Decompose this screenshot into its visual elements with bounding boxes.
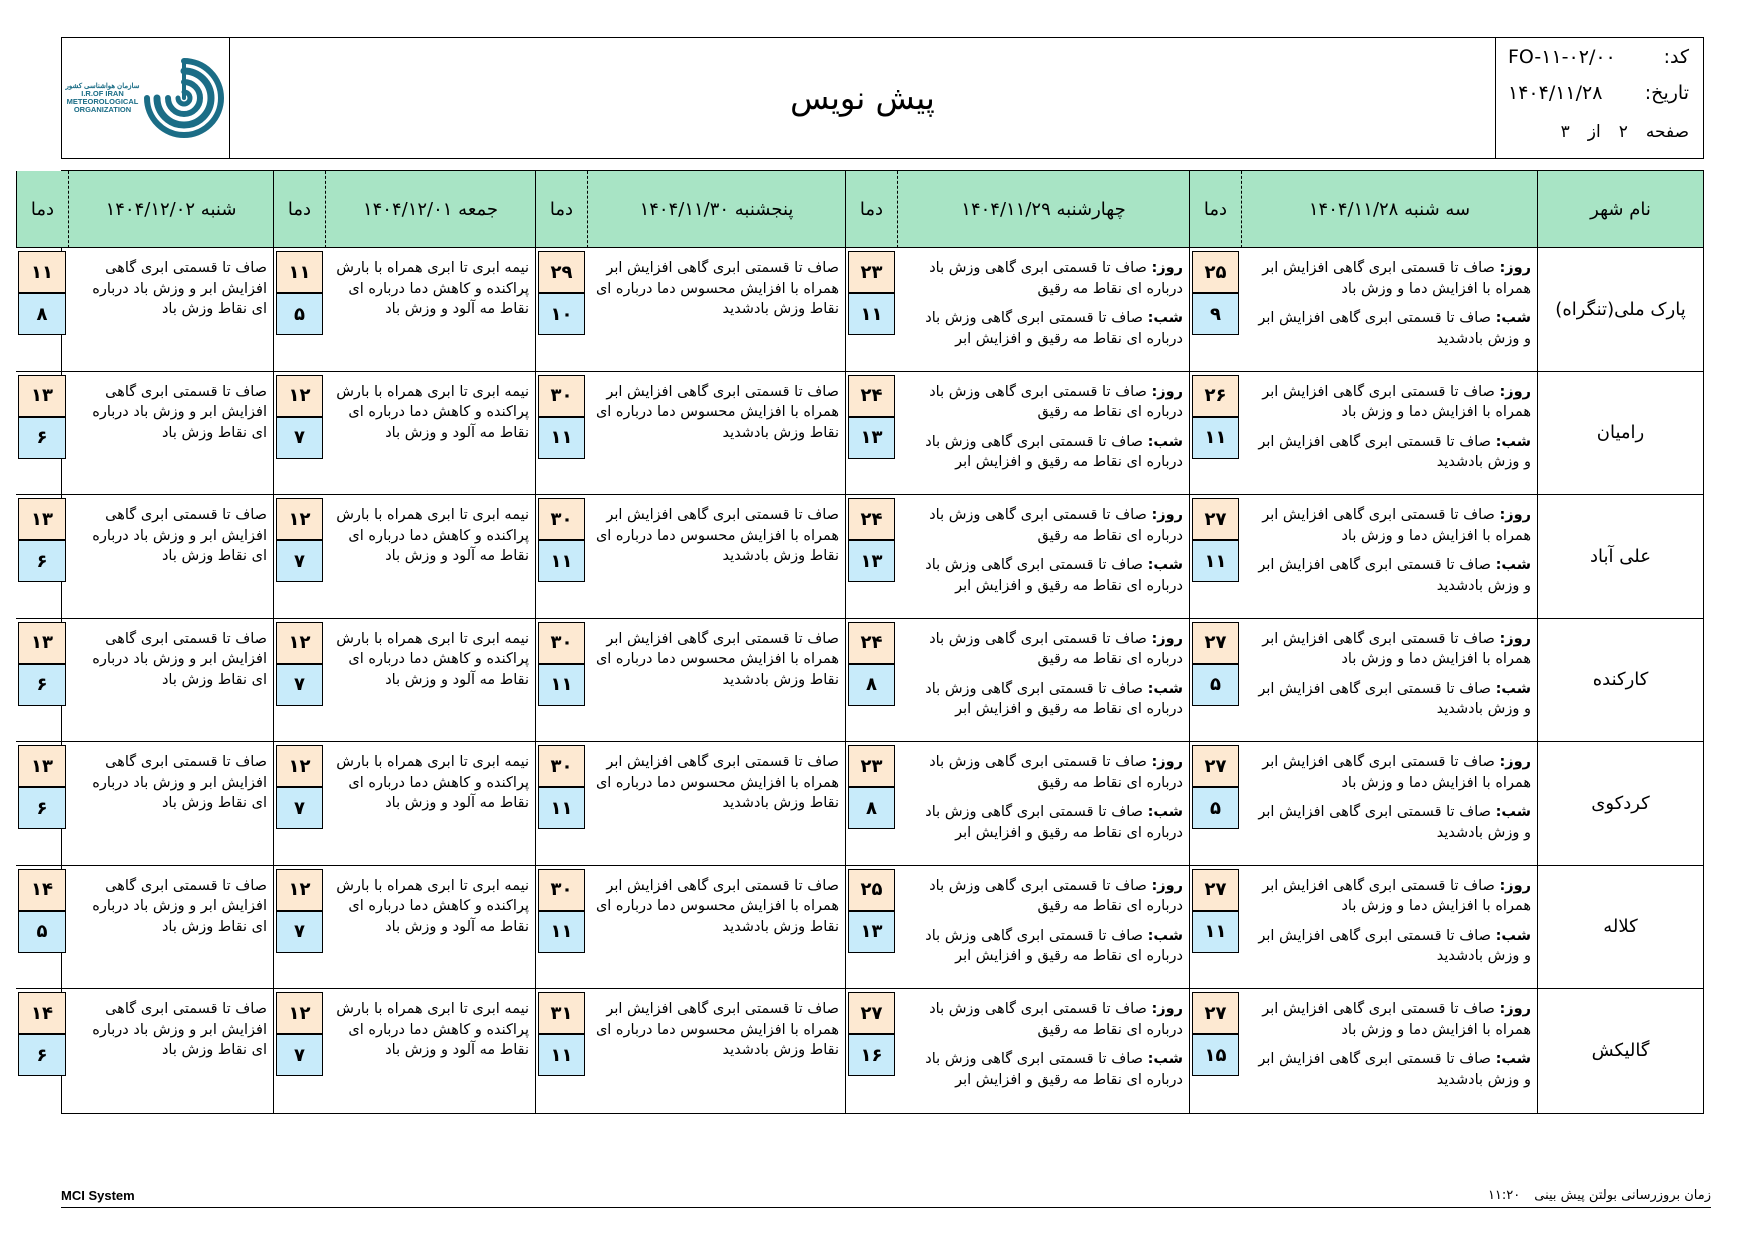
min-temp: ۷ [276, 787, 323, 829]
day-label: روز: [1499, 260, 1531, 276]
day-label: روز: [1499, 630, 1531, 647]
day-forecast-text: صاف تا قسمتی ابری گاهی افزایش ابر همراه با افزایش دما و وزش باد [1262, 383, 1531, 420]
day-forecast-text: صاف تا قسمتی ابری گاهی وزش باد درباره ای نقاط مه رقیق [929, 507, 1183, 544]
update-label: زمان بروزرسانی بولتن پیش بینی [1534, 1188, 1711, 1203]
forecast-description: صاف تا قسمتی ابری گاهی افزایش ابر همراه با افزایش محسوس دما درباره ای نقاط وزش بادشدید [587, 742, 845, 866]
min-temp: ۹ [1192, 293, 1239, 335]
min-temp: ۱۱ [1192, 417, 1239, 459]
min-temp: ۱۱ [848, 293, 895, 335]
max-temp: ۱۳ [18, 498, 66, 540]
min-temp: ۵ [276, 293, 323, 335]
day-forecast-text: صاف تا قسمتی ابری گاهی وزش باد درباره ای نقاط مه رقیق [929, 754, 1183, 791]
day-label: روز: [1499, 877, 1531, 894]
day-label: روز: [1499, 383, 1531, 400]
forecast-table [30, 170, 1704, 1114]
min-temp: ۱۱ [1192, 911, 1239, 953]
max-temp: ۱۲ [276, 745, 323, 787]
forecast-description: نیمه ابری تا ابری همراه با بارش پراکنده و کاهش دما درباره ای نقاط مه آلود و وزش باد [325, 866, 535, 990]
night-label: شب: [1147, 804, 1183, 820]
day-forecast [1247, 876, 1531, 917]
max-temp: ۲۷ [1192, 498, 1239, 540]
temperature-cell [273, 495, 325, 619]
day-forecast-text: صاف تا قسمتی ابری گاهی وزش باد درباره ای نقاط مه رقیق [929, 877, 1183, 914]
min-temp: ۱۱ [1192, 540, 1239, 582]
city-name: گالیکش [1537, 989, 1703, 1113]
temperature-cell [273, 742, 325, 866]
temperature-cell [1189, 742, 1241, 866]
night-forecast [903, 926, 1183, 967]
temperature-cell [16, 248, 68, 372]
day-label: روز: [1151, 1001, 1183, 1017]
page-row [1508, 122, 1689, 142]
max-temp: ۱۴ [18, 869, 66, 911]
night-forecast-text: صاف تا قسمتی ابری گاهی وزش باد درباره ای نقاط مه رقیق و افزایش ابر [925, 1051, 1183, 1088]
day-forecast [1247, 258, 1531, 299]
day-forecast [1247, 999, 1531, 1040]
max-temp: ۱۳ [18, 622, 66, 664]
temperature-cell [1189, 248, 1241, 372]
max-temp: ۳۱ [538, 992, 585, 1034]
night-forecast [903, 555, 1183, 596]
code-value: FO-۱۱-۰۲/۰۰ [1508, 46, 1616, 68]
night-label: شب: [1147, 557, 1183, 573]
temp-header: دما [16, 171, 68, 248]
night-forecast-text: صاف تا قسمتی ابری گاهی افزایش ابر و وزش بادشدید [1258, 1051, 1531, 1088]
forecast-description [1241, 866, 1537, 990]
temperature-cell [16, 495, 68, 619]
forecast-description: صاف تا قسمتی ابری گاهی افزایش ابر همراه با افزایش محسوس دما درباره ای نقاط وزش بادشدید [587, 372, 845, 496]
forecast-description [897, 495, 1189, 619]
code-label: کد: [1663, 46, 1689, 68]
forecast-description: صاف تا قسمتی ابری گاهی افزایش ابر همراه با افزایش محسوس دما درباره ای نقاط وزش بادشدید [595, 1001, 839, 1058]
min-temp: ۸ [848, 664, 895, 706]
night-forecast [1247, 926, 1531, 967]
max-temp: ۲۵ [848, 869, 895, 911]
day-header: پنجشنبه ۱۴۰۴/۱۱/۳۰ [587, 171, 845, 248]
forecast-description [1241, 619, 1537, 743]
max-temp: ۲۳ [848, 745, 895, 787]
min-temp: ۶ [18, 540, 66, 582]
forecast-description: صاف تا قسمتی ابری گاهی افزایش ابر و وزش باد درباره ای نقاط وزش باد [68, 866, 273, 990]
temp-header: دما [845, 171, 897, 248]
forecast-description [897, 248, 1189, 372]
date-row [1508, 82, 1689, 104]
min-temp: ۷ [276, 540, 323, 582]
max-temp: ۱۲ [276, 622, 323, 664]
max-temp: ۱۳ [18, 745, 66, 787]
forecast-description [1241, 495, 1537, 619]
max-temp: ۳۰ [538, 375, 585, 417]
min-temp: ۱۳ [848, 911, 895, 953]
night-forecast-text: صاف تا قسمتی ابری گاهی وزش باد درباره ای نقاط مه رقیق و افزایش ابر [925, 927, 1183, 964]
forecast-description: صاف تا قسمتی ابری گاهی افزایش ابر همراه با افزایش محسوس دما درباره ای نقاط وزش بادشدید [587, 619, 845, 743]
temperature-cell [16, 372, 68, 496]
logo-text-en2: METEOROLOGICAL [66, 96, 139, 106]
temperature-cell [535, 495, 587, 619]
forecast-description [897, 619, 1189, 743]
max-temp: ۱۲ [276, 375, 323, 417]
temperature-cell [845, 495, 897, 619]
code-row [1508, 46, 1689, 68]
page-footer [61, 1186, 1711, 1208]
temperature-cell [535, 619, 587, 743]
min-temp: ۸ [848, 787, 895, 829]
city-name: کلاله [1537, 866, 1703, 990]
forecast-description [1241, 742, 1537, 866]
forecast-description: نیمه ابری تا ابری همراه با بارش پراکنده و کاهش دما درباره ای نقاط مه آلود و وزش باد [325, 372, 535, 496]
min-temp: ۶ [18, 417, 66, 459]
temperature-cell [16, 866, 68, 990]
temperature-cell [845, 372, 897, 496]
forecast-description: نیمه ابری تا ابری همراه با بارش پراکنده و کاهش دما درباره ای نقاط مه آلود و وزش باد [325, 248, 535, 372]
forecast-description: صاف تا قسمتی ابری گاهی افزایش ابر و وزش باد درباره ای نقاط وزش باد [68, 619, 273, 743]
day-label: روز: [1151, 630, 1183, 647]
temperature-cell [16, 619, 68, 743]
day-forecast-text: صاف تا قسمتی ابری گاهی افزایش ابر همراه با افزایش دما و وزش باد [1262, 630, 1531, 667]
city-name: کردکوی [1537, 742, 1703, 866]
day-forecast-text: صاف تا قسمتی ابری گاهی افزایش ابر همراه با افزایش دما و وزش باد [1262, 1001, 1531, 1038]
page-label: صفحه [1645, 122, 1689, 142]
city-header: نام شهر [1537, 171, 1703, 248]
max-temp: ۱۲ [276, 498, 323, 540]
night-forecast [1247, 555, 1531, 596]
forecast-description: صاف تا قسمتی ابری گاهی افزایش ابر و وزش باد درباره ای نقاط وزش باد [68, 372, 273, 496]
min-temp: ۵ [1192, 787, 1239, 829]
temperature-cell [1189, 372, 1241, 496]
temperature-cell [1189, 989, 1241, 1113]
day-forecast [1247, 505, 1531, 546]
date-value: ۱۴۰۴/۱۱/۲۸ [1508, 82, 1603, 104]
day-header: جمعه ۱۴۰۴/۱۲/۰۱ [325, 171, 535, 248]
temperature-cell [535, 742, 587, 866]
max-temp: ۲۷ [1192, 869, 1239, 911]
min-temp: ۷ [276, 417, 323, 459]
day-header: سه شنبه ۱۴۰۴/۱۱/۲۸ [1241, 171, 1537, 248]
day-forecast-text: صاف تا قسمتی ابری گاهی وزش باد درباره ای نقاط مه رقیق [929, 630, 1183, 667]
forecast-description: صاف تا قسمتی ابری گاهی افزایش ابر همراه با افزایش محسوس دما درباره ای نقاط وزش بادشدید [587, 866, 845, 990]
night-forecast-text: صاف تا قسمتی ابری گاهی افزایش ابر و وزش بادشدید [1258, 680, 1531, 717]
min-temp: ۱۵ [1192, 1034, 1239, 1076]
day-forecast [903, 999, 1183, 1040]
day-label: روز: [1151, 754, 1183, 770]
temperature-cell [535, 248, 587, 372]
night-label: شب: [1495, 804, 1531, 820]
forecast-grid [30, 170, 1704, 1114]
system-name: MCI System [61, 1188, 135, 1203]
night-label: شب: [1495, 927, 1531, 944]
page-total: ۳ [1560, 122, 1570, 142]
logo-text-en1: I.R.OF IRAN [81, 88, 124, 98]
city-name: کارکنده [1537, 619, 1703, 743]
day-forecast [903, 752, 1183, 793]
temperature-cell [273, 866, 325, 990]
night-forecast [1247, 679, 1531, 720]
forecast-description [897, 742, 1189, 866]
page-of: از [1587, 122, 1601, 142]
max-temp: ۱۳ [18, 375, 66, 417]
day-label: روز: [1151, 260, 1183, 276]
night-forecast [1247, 802, 1531, 843]
night-forecast [903, 802, 1183, 843]
max-temp: ۲۴ [848, 375, 895, 417]
day-forecast-text: صاف تا قسمتی ابری گاهی وزش باد درباره ای نقاط مه رقیق [929, 383, 1183, 420]
max-temp: ۱۲ [276, 992, 323, 1034]
night-forecast-text: صاف تا قسمتی ابری گاهی وزش باد درباره ای نقاط مه رقیق و افزایش ابر [925, 433, 1183, 470]
min-temp: ۷ [276, 911, 323, 953]
temperature-cell [16, 742, 68, 866]
document-meta [1495, 38, 1703, 158]
min-temp: ۶ [18, 1034, 66, 1076]
forecast-description: نیمه ابری تا ابری همراه با بارش پراکنده و کاهش دما درباره ای نقاط مه آلود و وزش باد [325, 742, 535, 866]
max-temp: ۲۳ [848, 251, 895, 293]
day-header: شنبه ۱۴۰۴/۱۲/۰۲ [68, 171, 273, 248]
night-forecast-text: صاف تا قسمتی ابری گاهی افزایش ابر و وزش بادشدید [1258, 433, 1531, 470]
night-forecast-text: صاف تا قسمتی ابری گاهی وزش باد درباره ای نقاط مه رقیق و افزایش ابر [925, 680, 1183, 717]
night-label: شب: [1147, 310, 1183, 326]
update-info [1488, 1188, 1711, 1203]
city-name: علی آباد [1537, 495, 1703, 619]
max-temp: ۲۴ [848, 498, 895, 540]
forecast-description: نیمه ابری تا ابری همراه با بارش پراکنده و کاهش دما درباره ای نقاط مه آلود و وزش باد [336, 1001, 529, 1058]
temperature-cell [1189, 495, 1241, 619]
min-temp: ۱۱ [538, 417, 585, 459]
min-temp: ۱۳ [848, 417, 895, 459]
forecast-description [1241, 248, 1537, 372]
temperature-cell [1189, 866, 1241, 990]
day-header: چهارشنبه ۱۴۰۴/۱۱/۲۹ [897, 171, 1189, 248]
max-temp: ۲۷ [1192, 622, 1239, 664]
temp-header: دما [273, 171, 325, 248]
day-forecast [903, 876, 1183, 917]
forecast-description [897, 372, 1189, 496]
min-temp: ۵ [18, 911, 66, 953]
max-temp: ۳۰ [538, 869, 585, 911]
night-label: شب: [1495, 433, 1531, 450]
forecast-description [1241, 372, 1537, 496]
night-forecast [903, 432, 1183, 473]
max-temp: ۳۰ [538, 745, 585, 787]
night-forecast-text: صاف تا قسمتی ابری گاهی وزش باد درباره ای نقاط مه رقیق و افزایش ابر [925, 557, 1183, 594]
day-forecast-text: صاف تا قسمتی ابری گاهی افزایش ابر همراه با افزایش دما و وزش باد [1262, 507, 1531, 544]
night-forecast-text: صاف تا قسمتی ابری گاهی وزش باد درباره ای نقاط مه رقیق و افزایش ابر [925, 310, 1183, 347]
temperature-cell [273, 248, 325, 372]
max-temp: ۱۱ [276, 251, 323, 293]
temp-header: دما [535, 171, 587, 248]
day-forecast-text: صاف تا قسمتی ابری گاهی افزایش ابر همراه با افزایش دما و وزش باد [1262, 260, 1531, 297]
temperature-cell [1189, 619, 1241, 743]
night-forecast [903, 308, 1183, 349]
night-forecast [1247, 308, 1531, 349]
min-temp: ۶ [18, 664, 66, 706]
day-label: روز: [1499, 507, 1531, 523]
temperature-cell [273, 619, 325, 743]
min-temp: ۶ [18, 787, 66, 829]
temperature-cell [16, 989, 68, 1113]
day-forecast-text: صاف تا قسمتی ابری گاهی افزایش ابر همراه با افزایش دما و وزش باد [1262, 754, 1531, 791]
temp-header: دما [1189, 171, 1241, 248]
city-name: پارک ملی(تنگراه) [1537, 248, 1703, 372]
date-label: تاریخ: [1644, 82, 1689, 104]
update-time: ۱۱:۲۰ [1487, 1188, 1521, 1203]
forecast-description [1241, 989, 1537, 1113]
page-current: ۲ [1618, 122, 1628, 142]
document-title: پیش نویس [790, 79, 935, 117]
temperature-cell [845, 742, 897, 866]
day-forecast [1247, 752, 1531, 793]
night-forecast [1247, 1049, 1531, 1090]
temperature-cell [845, 619, 897, 743]
min-temp: ۱۳ [848, 540, 895, 582]
night-forecast-text: صاف تا قسمتی ابری گاهی افزایش ابر و وزش بادشدید [1258, 557, 1531, 594]
max-temp: ۲۴ [848, 622, 895, 664]
logo-text-fa: سازمان هواشناسی کشور [65, 82, 140, 90]
night-forecast-text: صاف تا قسمتی ابری گاهی افزایش ابر و وزش بادشدید [1258, 804, 1531, 841]
day-forecast [903, 258, 1183, 299]
night-forecast-text: صاف تا قسمتی ابری گاهی وزش باد درباره ای نقاط مه رقیق و افزایش ابر [925, 804, 1183, 841]
forecast-description: نیمه ابری تا ابری همراه با بارش پراکنده و کاهش دما درباره ای نقاط مه آلود و وزش باد [325, 495, 535, 619]
logo-text-en3: ORGANIZATION [73, 104, 132, 114]
day-label: روز: [1499, 754, 1531, 770]
temperature-cell [845, 248, 897, 372]
max-temp: ۲۹ [538, 251, 585, 293]
max-temp: ۲۵ [1192, 251, 1239, 293]
temperature-cell [273, 989, 325, 1113]
forecast-description [897, 866, 1189, 990]
min-temp: ۷ [276, 1034, 323, 1076]
day-forecast [1247, 382, 1531, 423]
max-temp: ۲۷ [1192, 992, 1239, 1034]
min-temp: ۱۱ [538, 664, 585, 706]
night-label: شب: [1147, 433, 1183, 450]
night-forecast-text: صاف تا قسمتی ابری گاهی افزایش ابر و وزش بادشدید [1258, 927, 1531, 964]
forecast-description: صاف تا قسمتی ابری گاهی افزایش ابر همراه با افزایش محسوس دما درباره ای نقاط وزش بادشدید [587, 495, 845, 619]
night-forecast [903, 1049, 1183, 1090]
night-forecast [1247, 432, 1531, 473]
forecast-description: صاف تا قسمتی ابری گاهی افزایش ابر و وزش باد درباره ای نقاط وزش باد [68, 742, 273, 866]
forecast-description: صاف تا قسمتی ابری گاهی افزایش ابر و وزش باد درباره ای نقاط وزش باد [92, 1001, 267, 1058]
day-forecast [903, 629, 1183, 670]
min-temp: ۱۶ [848, 1034, 895, 1076]
max-temp: ۱۱ [18, 251, 66, 293]
max-temp: ۲۷ [1192, 745, 1239, 787]
min-temp: ۱۱ [538, 1034, 585, 1076]
night-label: شب: [1147, 680, 1183, 697]
max-temp: ۳۰ [538, 498, 585, 540]
max-temp: ۱۲ [276, 869, 323, 911]
night-forecast-text: صاف تا قسمتی ابری گاهی افزایش ابر و وزش بادشدید [1258, 310, 1531, 347]
day-forecast [1247, 629, 1531, 670]
day-label: روز: [1151, 877, 1183, 894]
max-temp: ۲۶ [1192, 375, 1239, 417]
temperature-cell [273, 372, 325, 496]
forecast-description: نیمه ابری تا ابری همراه با بارش پراکنده و کاهش دما درباره ای نقاط مه آلود و وزش باد [325, 619, 535, 743]
day-forecast-text: صاف تا قسمتی ابری گاهی افزایش ابر همراه با افزایش دما و وزش باد [1262, 877, 1531, 914]
day-forecast [903, 505, 1183, 546]
temperature-cell [535, 866, 587, 990]
temperature-cell [845, 866, 897, 990]
min-temp: ۱۰ [538, 293, 585, 335]
city-name: رامیان [1537, 372, 1703, 496]
night-label: شب: [1495, 680, 1531, 697]
temperature-cell [845, 989, 897, 1113]
day-forecast [903, 382, 1183, 423]
min-temp: ۸ [18, 293, 66, 335]
min-temp: ۱۱ [538, 540, 585, 582]
forecast-description: صاف تا قسمتی ابری گاهی افزایش ابر و وزش باد درباره ای نقاط وزش باد [68, 248, 273, 372]
night-label: شب: [1495, 310, 1531, 326]
max-temp: ۱۴ [18, 992, 66, 1034]
forecast-description: صاف تا قسمتی ابری گاهی افزایش ابر و وزش باد درباره ای نقاط وزش باد [68, 495, 273, 619]
max-temp: ۳۰ [538, 622, 585, 664]
night-label: شب: [1147, 927, 1183, 944]
min-temp: ۱۱ [538, 911, 585, 953]
day-label: روز: [1499, 1001, 1531, 1017]
day-label: روز: [1151, 383, 1183, 400]
day-forecast-text: صاف تا قسمتی ابری گاهی وزش باد درباره ای نقاط مه رقیق [929, 260, 1183, 297]
temperature-cell [535, 372, 587, 496]
min-temp: ۱۱ [538, 787, 585, 829]
organization-logo [62, 38, 230, 158]
temperature-cell [535, 989, 587, 1113]
forecast-description [897, 989, 1189, 1113]
day-forecast-text: صاف تا قسمتی ابری گاهی وزش باد درباره ای نقاط مه رقیق [929, 1001, 1183, 1038]
logo-spiral-icon [143, 57, 225, 139]
max-temp: ۲۷ [848, 992, 895, 1034]
night-forecast [903, 679, 1183, 720]
night-label: شب: [1495, 557, 1531, 573]
min-temp: ۵ [1192, 664, 1239, 706]
forecast-description: صاف تا قسمتی ابری گاهی افزایش ابر همراه با افزایش محسوس دما درباره ای نقاط وزش بادشدید [587, 248, 845, 372]
night-label: شب: [1495, 1051, 1531, 1067]
min-temp: ۷ [276, 664, 323, 706]
document-header [61, 37, 1704, 159]
night-label: شب: [1147, 1051, 1183, 1067]
day-label: روز: [1151, 507, 1183, 523]
